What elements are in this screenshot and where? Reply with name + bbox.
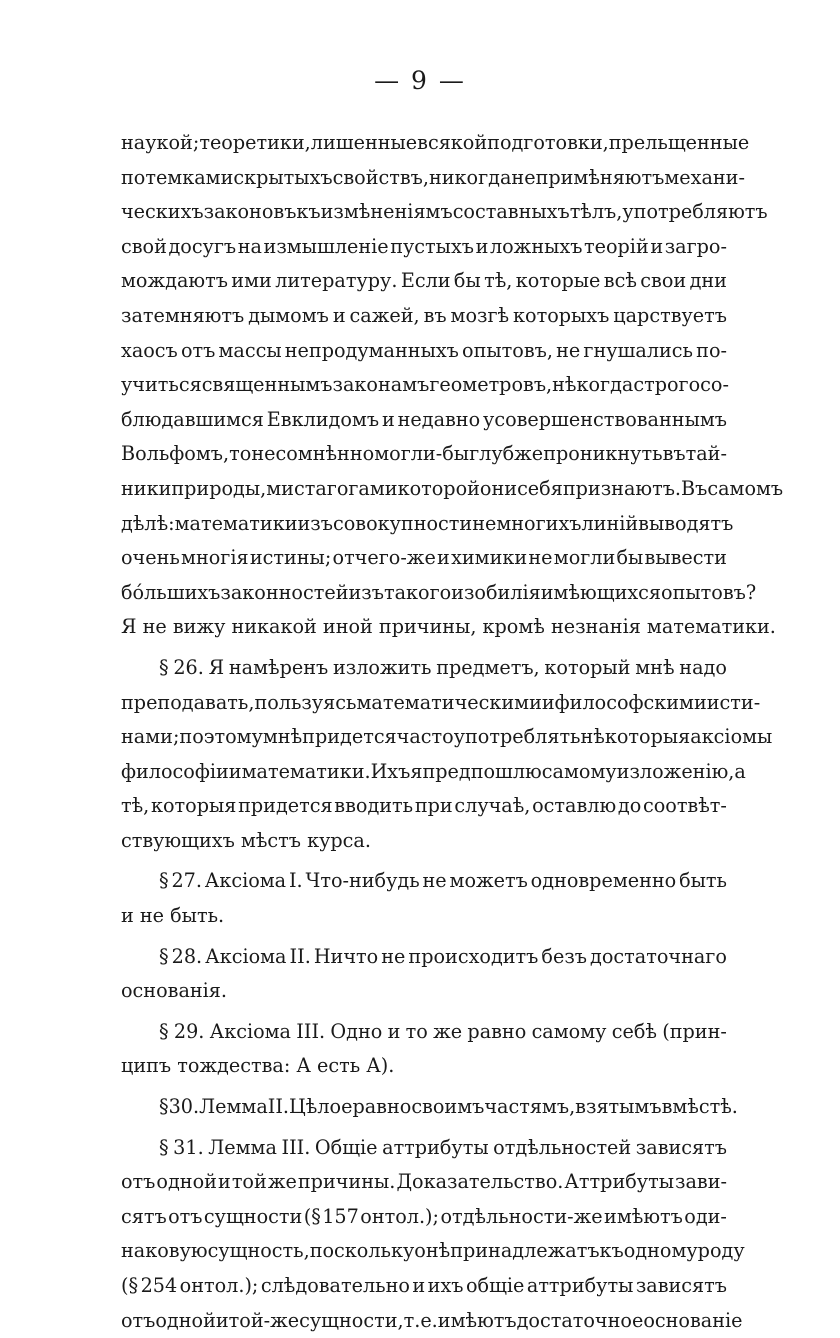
text-line: очень многія истины; отчего-же и химики не могли бы вывести — [121, 546, 727, 570]
text-line: § 30. Лемма II. Цѣлое равно своимъ частямъ, взятымъ вмѣстѣ. — [159, 1095, 738, 1119]
text-line: преподавать, пользуясь математическими и философскими исти- — [121, 690, 761, 714]
text-line: сятъ отъ сущности (§ 157 онтол.); отдѣльности-же имѣютъ оди- — [121, 1204, 727, 1228]
text-line: ствующихъ мѣстъ курса. — [121, 828, 371, 852]
text-line: § 28. Аксіома II. Ничто не происходитъ безъ достаточнаго — [159, 944, 727, 968]
text-line: нами; поэтому мнѣ придется часто употреблять нѣкоторыя аксіомы — [121, 725, 773, 749]
text-line: наковую сущность, поскольку онѣ принадлежатъ къ одному роду — [121, 1239, 745, 1263]
text-line: блюдавшимся Евклидомъ и недавно усовершенствованнымъ — [121, 407, 727, 431]
text-line: дѣлѣ: математики изъ совокупности немногихъ линій выводятъ — [121, 511, 734, 535]
text-line: и не быть. — [121, 904, 225, 928]
text-line: Вольфомъ, то несомнѣнно могли-бы глубже проникнуть въ тай- — [121, 442, 727, 466]
text-line: ческихъ законовъ къ измѣненіямъ составныхъ тѣлъ, употребляютъ — [121, 200, 768, 224]
text-line: тѣ, которыя придется вводить при случаѣ, оставлю до соотвѣт- — [121, 794, 727, 818]
text-line: затемняютъ дымомъ и сажей, въ мозгѣ которыхъ царствуетъ — [121, 303, 727, 327]
text-line: отъ одной и той же причины. Доказательство. Аттрибуты зави- — [121, 1170, 727, 1194]
text-line: мождаютъ ими литературу. Если бы тѣ, которые всѣ свои дни — [121, 269, 727, 293]
text-line: отъ одной и той-же сущности, т. е. имѣютъ достаточное основаніе — [121, 1308, 743, 1332]
text-line: ники природы, мистагогами которой они себя признаютъ. Въ самомъ — [121, 476, 784, 500]
text-line: наукой; теоретики, лишенные всякой подготовки, прельщенные — [121, 131, 750, 154]
text-line: основанія. — [121, 979, 228, 1003]
text-line: хаосъ отъ массы непродуманныхъ опытовъ, не гнушались по- — [121, 338, 727, 362]
text-line: § 29. Аксіома III. Одно и то же равно самому себѣ (прин- — [159, 1019, 727, 1043]
text-line: учиться священнымъ законамъ геометровъ, нѣкогда строго со- — [121, 373, 729, 397]
text-line: потемками скрытыхъ свойствъ, никогда не примѣняютъ механи- — [121, 165, 745, 189]
text-line: § 31. Лемма III. Общіе аттрибуты отдѣльностей зависятъ — [159, 1135, 727, 1159]
text-line: § 27. Аксіома I. Что-нибудь не можетъ одновременно быть — [159, 869, 727, 893]
text-line: ципъ тождества: А есть А). — [121, 1054, 395, 1078]
text-line: бо́льшихъ законностей изъ такого изобилія имѣющихся опытовъ? — [121, 580, 757, 604]
text-line: Я не вижу никакой иной причины, кромѣ незнанія математики. — [121, 615, 776, 639]
text-line: (§ 254 онтол.); слѣдовательно и ихъ общіе аттрибуты зависятъ — [121, 1274, 727, 1297]
body-text — [121, 126, 784, 1338]
text-line: философіи и математики. Ихъ я предпошлю самому изложенію, а — [121, 759, 746, 783]
page-number: — 9 — — [374, 66, 466, 95]
text-line: свой досугъ на измышленіе пустыхъ и ложныхъ теорій и загро- — [121, 234, 727, 258]
text-line: § 26. Я намѣренъ изложить предметъ, который мнѣ надо — [159, 655, 727, 679]
